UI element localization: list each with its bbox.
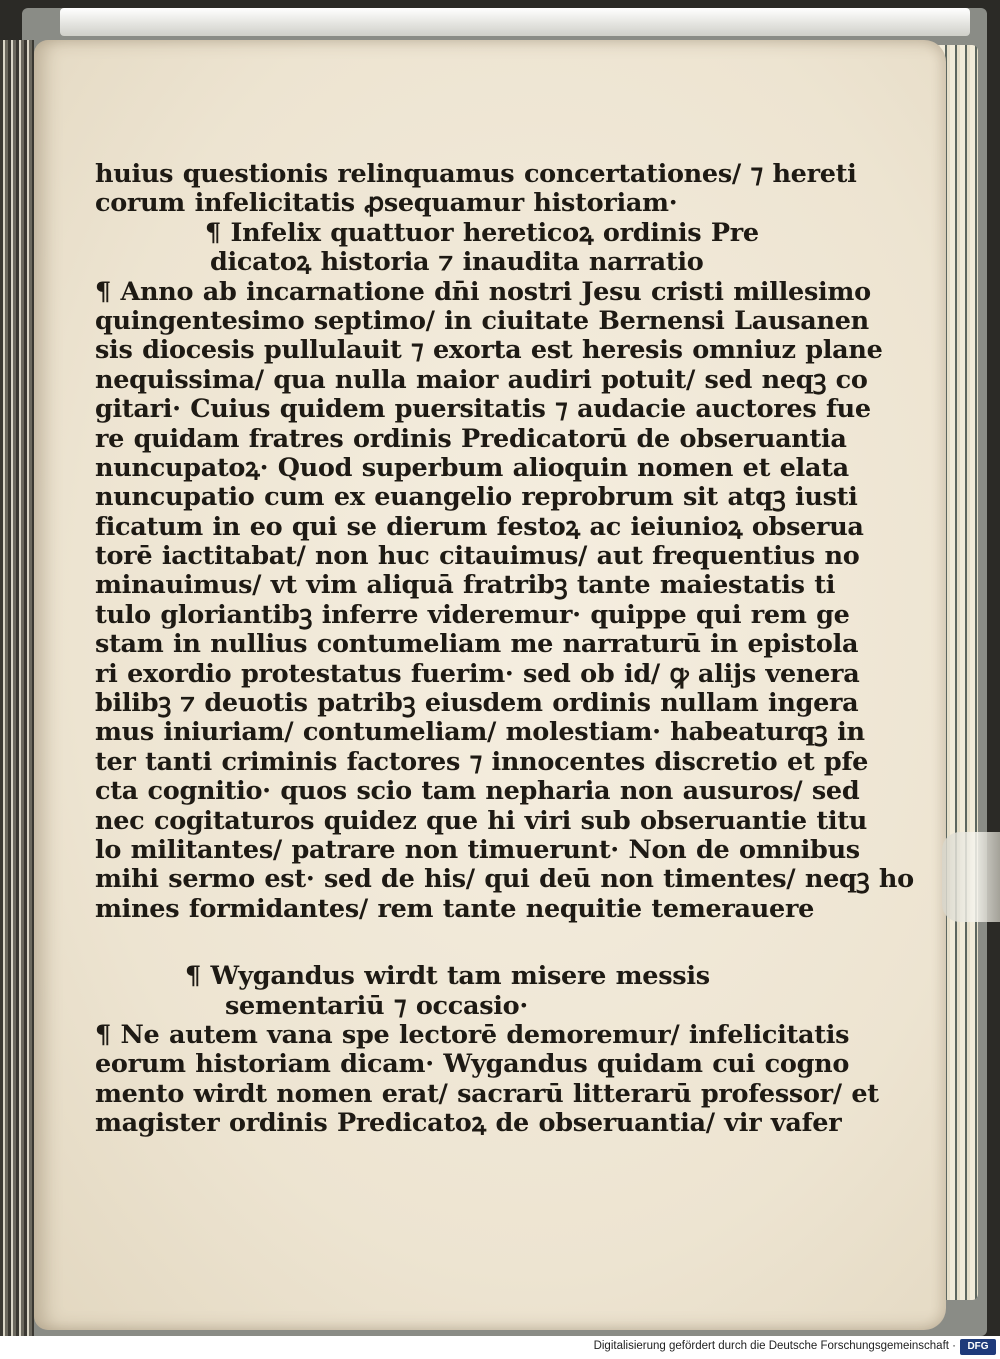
text-line: nec cogitaturos quidez que hi viri sub obseruantie titu <box>95 805 867 836</box>
text-line: minauimus/ vt vim aliquā fratribꝫ tante maiestatis ti <box>95 570 836 601</box>
text-line: ficatum in eo qui se dierum festoꝝ ac ieiunioꝝ obserua <box>95 511 864 542</box>
text-line: torē iactitabat/ non huc citauimus/ aut frequentius no <box>95 541 860 572</box>
text-line: nuncupatio cum ex euangelio reprobrum sit atqꝫ iusti <box>95 482 858 513</box>
text-line: mines formidantes/ rem tante nequitie temerauere <box>95 893 815 924</box>
text-line: stam in nullius contumeliam me narraturū in epistola <box>95 629 859 660</box>
page-text <box>95 159 914 1139</box>
text-line: magister ordinis Predicatoꝝ de obseruantia/ vir vafer <box>95 1108 842 1139</box>
funding-credit: Digitalisierung gefördert durch die Deutsche Forschungsgemeinschaft · <box>593 1340 956 1352</box>
text-line: bilibꝫ ⁊ deuotis patribꝫ eiusdem ordinis nullam ingera <box>95 688 859 719</box>
board-top-edge <box>60 8 970 36</box>
text-line: quingentesimo septimo/ in ciuitate Bernensi Lausanen <box>95 305 869 336</box>
dfg-logo: DFG <box>960 1339 996 1355</box>
left-page-edges <box>0 40 34 1336</box>
text-line: mento wirdt nomen erat/ sacrarū litterarū professor/ et <box>95 1078 879 1109</box>
section-heading-line: dicatoꝝ historia ⁊ inaudita narratio <box>210 247 704 278</box>
text-line: ri exordio protestatus fuerim· sed ob id/ ꝙ alijs venera <box>95 658 860 689</box>
text-line: lo militantes/ patrare non timuerunt· Non de omnibus <box>95 834 860 865</box>
text-line: eorum historiam dicam· Wygandus quidam cui cogno <box>95 1049 850 1080</box>
section-heading-line: ¶ Wygandus wirdt tam misere messis <box>185 961 710 992</box>
text-line: tulo gloriantibꝫ inferre videremur· quippe qui rem ge <box>95 599 850 630</box>
paragraph-gap <box>95 924 835 962</box>
text-line: mus iniuriam/ contumeliam/ molestiam· habeaturqꝫ in <box>95 717 865 748</box>
text-line: huius questionis relinquamus concertationes/ ⁊ hereti <box>95 159 857 189</box>
section-heading-line: ¶ Infelix quattuor hereticoꝝ ordinis Pre <box>205 217 759 248</box>
page-marker-tab <box>942 832 1000 922</box>
text-line: corum infelicitatis ꝓsequamur historiam· <box>95 188 678 219</box>
text-line: nuncupatoꝝ· Quod superbum alioquin nomen et elata <box>95 452 849 483</box>
text-line: sis diocesis pullulauit ⁊ exorta est heresis omniuz plane <box>95 335 883 366</box>
text-line: ¶ Ne autem vana spe lectorē demoremur/ infelicitatis <box>95 1019 850 1050</box>
text-line: cta cognitio· quos scio tam nepharia non ausuros/ sed <box>95 776 860 807</box>
text-line: re quidam fratres ordinis Predicatorū de obseruantia <box>95 423 847 454</box>
section-heading-line: sementariū ⁊ occasio· <box>225 990 528 1021</box>
footer-bar <box>0 1336 1000 1359</box>
text-line: ¶ Anno ab incarnatione dn̄i nostri Jesu cristi millesimo <box>95 276 871 307</box>
text-line: ter tanti criminis factores ⁊ innocentes discretio et pfe <box>95 746 869 777</box>
text-line: nequissima/ qua nulla maior audiri potuit/ sed neqꝫ co <box>95 364 868 395</box>
text-line: gitari· Cuius quidem puersitatis ⁊ audacie auctores fue <box>95 394 871 425</box>
text-line: mihi sermo est· sed de his/ qui deū non timentes/ neqꝫ ho <box>95 864 914 895</box>
